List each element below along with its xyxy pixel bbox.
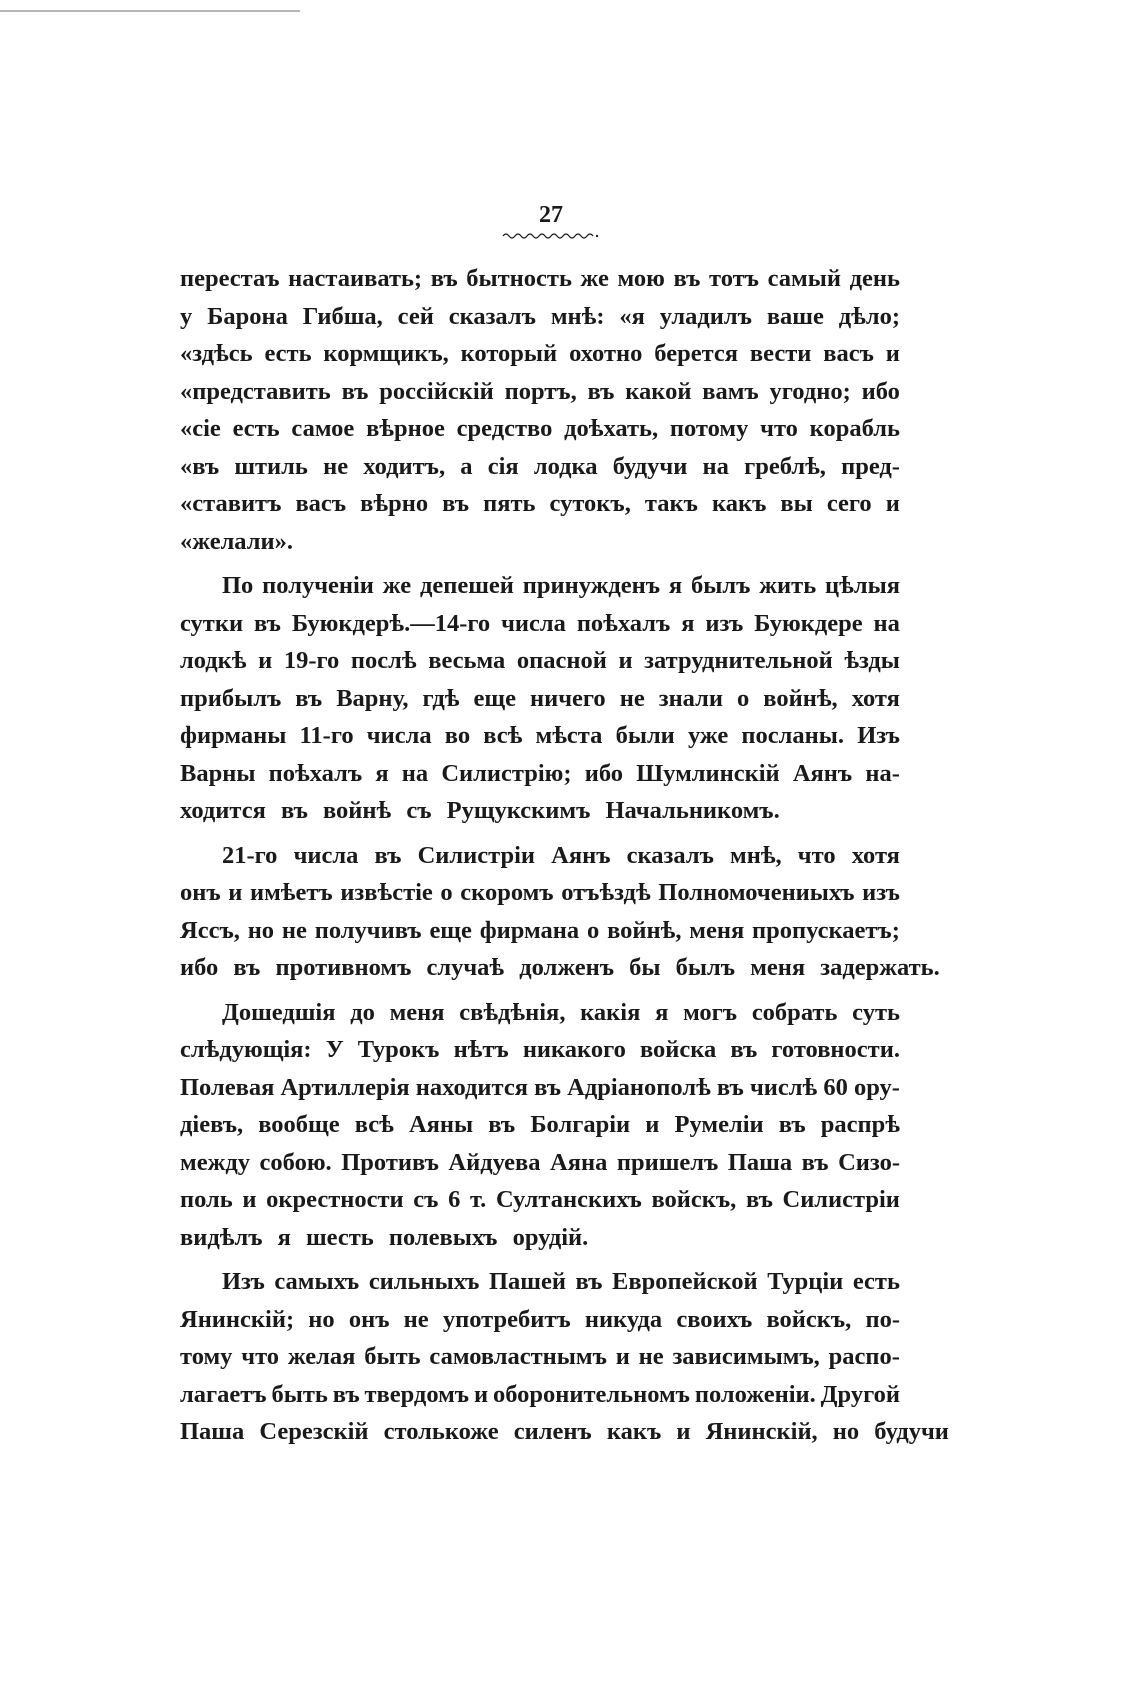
paragraph [180, 260, 900, 560]
paragraph [180, 994, 900, 1257]
text-line: Дошедшія до меня свѣдѣнія, какія я могъ собрать суть [222, 998, 900, 1026]
text-line: сутки въ Буюкдерѣ.—14-го числа поѣхалъ я изъ Буюкдере на [180, 609, 900, 637]
text-line: онъ и имѣетъ извѣстіе о скоромъ отъѣздѣ Полномочениыхъ изъ [180, 879, 900, 906]
text-line: фирманы 11-го числа во всѣ мѣста были уже посланы. Изъ [180, 722, 900, 749]
text-line: Варны поѣхалъ я на Силистрію; ибо Шумлинскій Аянъ на- [180, 759, 900, 787]
scan-edge-rule [0, 10, 300, 12]
text-line: ибо въ противномъ случаѣ долженъ бы былъ меня задержать. [180, 954, 940, 981]
text-line: перестаъ настаивать; въ бытность же мою въ тотъ самый день [180, 265, 900, 292]
text-line: тому что желая быть самовластнымъ и не зависимымъ, распо- [180, 1343, 900, 1370]
paragraph [180, 567, 900, 830]
wavy-ornament-icon [501, 230, 601, 240]
text-line: поль и окрестности съ 6 т. Султанскихъ войскъ, въ Силистріи [180, 1186, 900, 1213]
text-line: Яссъ, но не получивъ еще фирмана о войнѣ, меня пропускаетъ; [180, 916, 900, 944]
text-line: «представить въ россійскій портъ, въ какой вамъ угодно; ибо [180, 377, 900, 405]
text-line: Изъ самыхъ сильныхъ Пашей въ Европейской Турціи есть [222, 1268, 900, 1295]
text-line: «здѣсь есть кормщикъ, который охотно берется вести васъ и [180, 340, 900, 367]
text-line: лагаетъ быть въ твердомъ и оборонительномъ положеніи. Другой [180, 1380, 900, 1408]
paragraph [180, 837, 940, 987]
text-line: прибылъ въ Варну, гдѣ еще ничего не знали о войнѣ, хотя [180, 684, 900, 712]
text-line: ходится въ войнѣ съ Рущукскимъ Начальникомъ. [180, 797, 780, 824]
text-line: Янинскій; но онъ не употребитъ никуда своихъ войскъ, по- [180, 1305, 900, 1333]
text-line: Полевая Артиллерія находится въ Адріанополѣ въ числѣ 60 ору- [180, 1073, 900, 1101]
text-line: слѣдующія: У Турокъ нѣтъ никакого войска въ готовности. [180, 1036, 900, 1063]
book-page [180, 200, 949, 1451]
text-line: «въ штиль не ходитъ, а сія лодка будучи на греблѣ, пред- [180, 452, 900, 480]
page-number: 27 [539, 202, 563, 228]
text-line: діевъ, вообще всѣ Аяны въ Болгаріи и Румеліи въ распрѣ [180, 1111, 900, 1138]
text-line: «желали». [180, 527, 294, 555]
text-line: у Барона Гибша, сей сказалъ мнѣ: «я уладилъ ваше дѣло; [180, 302, 900, 330]
text-line: Паша Серезскій столькоже силенъ какъ и Янинскій, но будучи [180, 1418, 949, 1445]
body-text [180, 260, 949, 1451]
paragraph [180, 1263, 949, 1451]
text-line: По полученіи же депешей принужденъ я былъ жить цѣлыя [222, 572, 900, 599]
text-line: «сіе есть самое вѣрное средство доѣхать, потому что корабль [180, 415, 900, 442]
text-line: между собою. Противъ Айдуева Аяна пришелъ Паша въ Сизо- [180, 1148, 900, 1176]
text-line: лодкѣ и 19-го послѣ весьма опасной и затруднительной ѣзды [180, 647, 900, 674]
text-line: видѣлъ я шесть полевыхъ орудій. [180, 1223, 589, 1251]
text-line: «ставитъ васъ вѣрно въ пять сутокъ, такъ какъ вы сего и [180, 490, 900, 517]
text-line: 21-го числа въ Силистріи Аянъ сказалъ мнѣ, что хотя [222, 841, 900, 869]
